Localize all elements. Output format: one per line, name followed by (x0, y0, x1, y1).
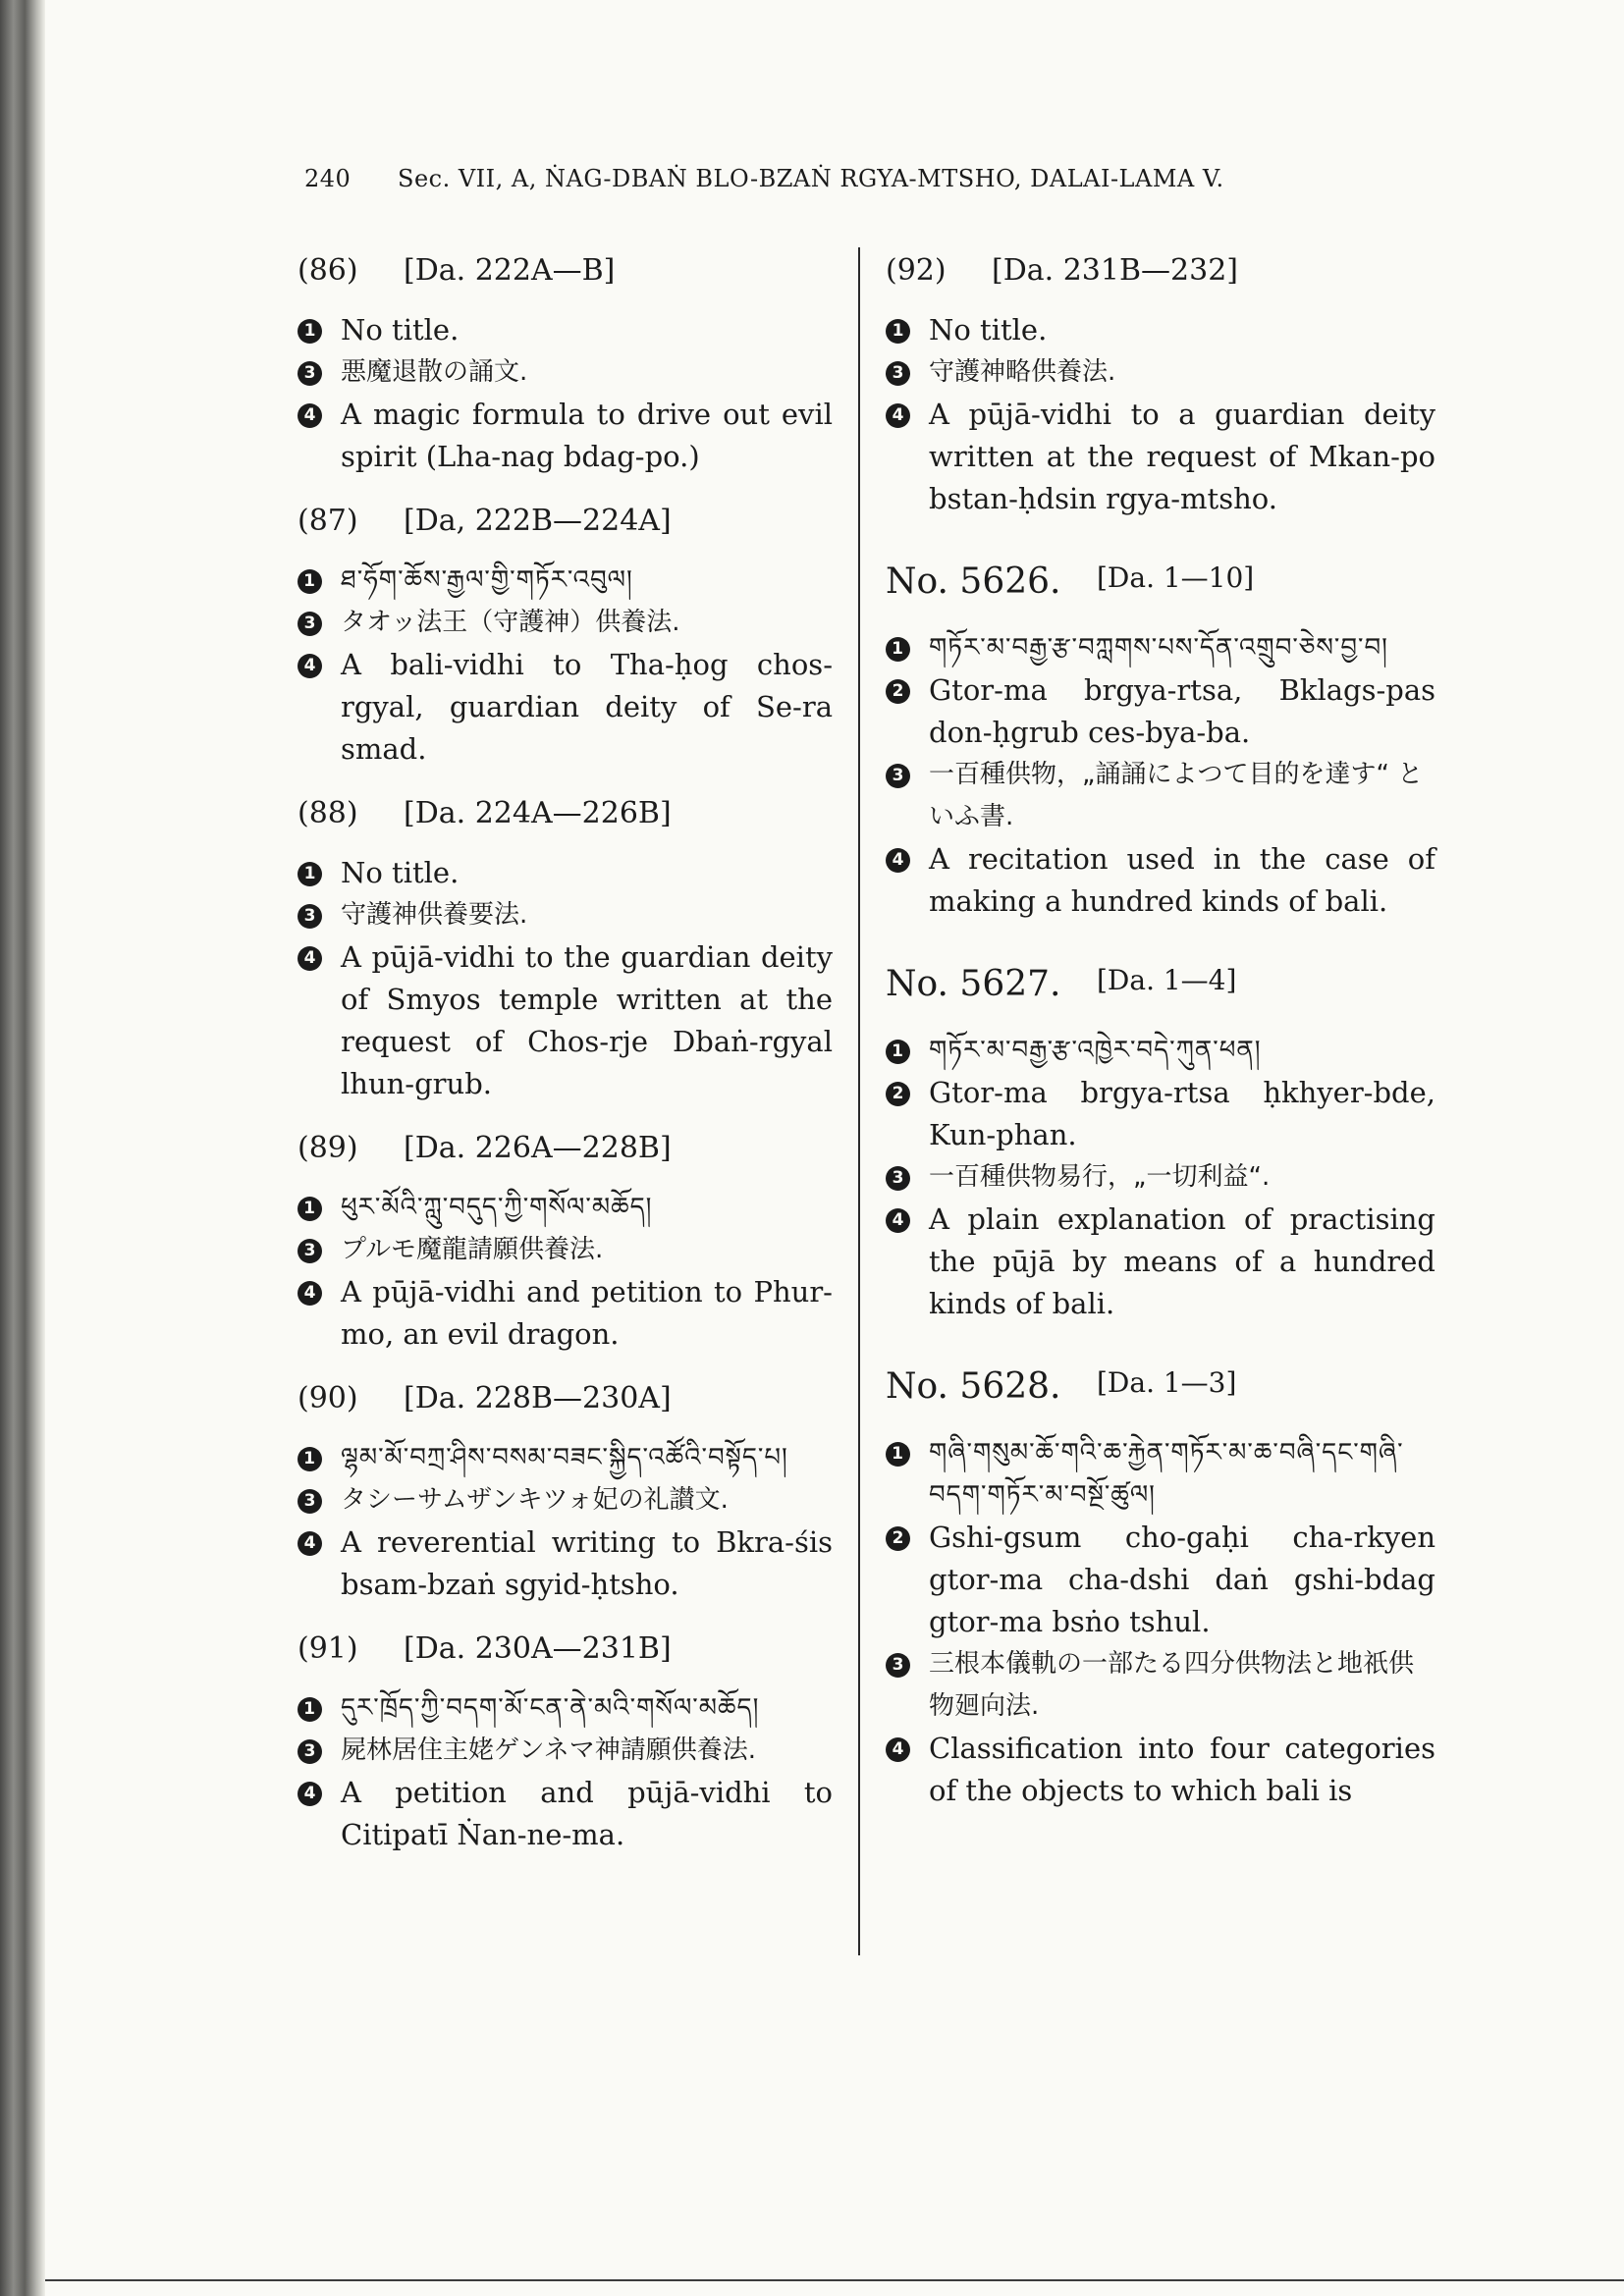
circled-four-icon: 4 (298, 1281, 322, 1306)
tibetan-item (298, 1687, 833, 1730)
english-text: Classification into four categories of the objects to which bali is (929, 1732, 1435, 1807)
entry-5628 (886, 1366, 1435, 1812)
entry-number: (92) (886, 253, 947, 288)
japanese-text: 一百種供物易行，„一切利益“. (929, 1162, 1271, 1192)
catalogue-number-line (886, 561, 1435, 602)
entry-ref-line (298, 253, 833, 288)
english-item (298, 1271, 833, 1356)
entry-ref: [Da. 226A—228B] (404, 1131, 672, 1165)
circled-three-icon: 3 (298, 1239, 322, 1263)
transliteration-text: Gshi-gsum cho-gaḥi cha-rkyen gtor-ma cha-dshi daṅ gshi-bdag gtor-ma bsṅo tshul. (929, 1521, 1435, 1638)
circled-three-icon: 3 (886, 1653, 910, 1678)
japanese-item (298, 1479, 833, 1522)
japanese-text: 守護神供養要法. (341, 900, 528, 930)
tibetan-text: ལྷམ་མོ་བཀྲ་ཤིས་བསམ་བཟང་སྐྱིད་འཚོའི་བསྟོད་པ། (341, 1443, 788, 1472)
japanese-item (298, 1730, 833, 1772)
circled-two-icon: 2 (886, 1082, 910, 1106)
english-item (886, 838, 1435, 923)
title-text: No title. (929, 313, 1048, 347)
page-number: 240 (304, 165, 352, 192)
catalogue-number-line (886, 1366, 1435, 1407)
tibetan-text: གཏོར་མ་བརྒྱ་རྩ་འཁྱེར་བདེ་ཀུན་ཕན། (929, 1036, 1262, 1065)
catalogue-number: No. 5628. (886, 1366, 1061, 1407)
english-item (298, 394, 833, 478)
transliteration-text: Gtor-ma brgya-rtsa, Bklags-pas don-ḥgrub ces-bya-ba. (929, 673, 1435, 749)
entry-ref: [Da. 231B—232] (992, 253, 1238, 288)
english-item (886, 1728, 1435, 1812)
bottom-rule (45, 2279, 1624, 2281)
japanese-text: タシーサムザンキツォ妃の礼讃文. (341, 1485, 729, 1515)
circled-three-icon: 3 (886, 764, 910, 788)
english-item (298, 936, 833, 1105)
circled-four-icon: 4 (298, 946, 322, 971)
circled-one-icon: 1 (298, 1197, 322, 1221)
circled-four-icon: 4 (886, 848, 910, 873)
entry-ref-line (298, 504, 833, 538)
circled-two-icon: 2 (886, 1526, 910, 1551)
entry-5626 (886, 561, 1435, 923)
japanese-item (298, 351, 833, 394)
tibetan-text: གཏོར་མ་བརྒྱ་རྩ་བཀླགས་པས་དོན་འགྲུབ་ཅེས་བྱ་བ། (929, 633, 1388, 663)
circled-one-icon: 1 (298, 1447, 322, 1471)
right-column (886, 253, 1435, 1838)
circled-one-icon: 1 (886, 319, 910, 344)
tibetan-text: ཐ་ཧོག་ཆོས་རྒྱལ་གྱི་གཏོར་འབུལ། (341, 565, 633, 595)
entry-91 (298, 1631, 833, 1856)
entry-90 (298, 1381, 833, 1606)
english-text: A reverential writing to Bkra-śis bsam-bzaṅ sgyid-ḥtsho. (341, 1525, 833, 1601)
circled-four-icon: 4 (298, 403, 322, 428)
entry-ref-line (298, 1131, 833, 1165)
circled-three-icon: 3 (886, 361, 910, 386)
circled-one-icon: 1 (886, 1040, 910, 1064)
english-item (298, 644, 833, 771)
entry-ref-line (298, 1381, 833, 1415)
entry-ref: [Da, 222B—224A] (404, 504, 672, 538)
tibetan-item (886, 627, 1435, 669)
english-text: A pūjā-vidhi to the guardian deity of Smyos temple written at the request of Chos-rje Dbaṅ-rgyal lhun-grub. (341, 940, 833, 1100)
title-item (886, 309, 1435, 351)
circled-four-icon: 4 (886, 1208, 910, 1233)
transliteration-text: Gtor-ma brgya-rtsa ḥkhyer-bde, Kun-phan. (929, 1076, 1435, 1151)
circled-four-icon: 4 (298, 1782, 322, 1806)
entry-ref: [Da. 230A—231B] (404, 1631, 672, 1666)
circled-four-icon: 4 (298, 1531, 322, 1556)
circled-three-icon: 3 (298, 612, 322, 636)
circled-one-icon: 1 (886, 1442, 910, 1467)
catalogue-number-line (886, 964, 1435, 1004)
circled-three-icon: 3 (298, 1739, 322, 1764)
entry-ref: [Da. 1—3] (1097, 1366, 1237, 1399)
column-divider (858, 247, 860, 1955)
english-item (886, 394, 1435, 520)
tibetan-text: དུར་ཁྲོད་ཀྱི་བདག་མོ་ངན་ནེ་མའི་གསོལ་མཆོད། (341, 1693, 760, 1723)
entry-ref: [Da. 228B—230A] (404, 1381, 672, 1415)
english-item (886, 1199, 1435, 1325)
english-item (298, 1522, 833, 1606)
tibetan-item (886, 1030, 1435, 1072)
circled-one-icon: 1 (298, 1697, 322, 1722)
entry-89 (298, 1131, 833, 1356)
entry-ref-line (298, 796, 833, 830)
circled-four-icon: 4 (886, 403, 910, 428)
entry-number: (86) (298, 253, 358, 288)
entry-number: (88) (298, 796, 358, 830)
english-text: A recitation used in the case of making a hundred kinds of bali. (929, 842, 1435, 918)
circled-one-icon: 1 (298, 319, 322, 344)
tibetan-item (298, 1437, 833, 1479)
circled-three-icon: 3 (298, 904, 322, 929)
entry-ref: [Da. 1—10] (1097, 561, 1255, 594)
title-item (298, 852, 833, 894)
catalogue-number: No. 5626. (886, 561, 1061, 602)
japanese-item (298, 602, 833, 644)
japanese-item (886, 351, 1435, 394)
circled-three-icon: 3 (298, 361, 322, 386)
entry-88 (298, 796, 833, 1105)
page-header (304, 165, 1345, 192)
circled-two-icon: 2 (886, 679, 910, 704)
entry-number: (91) (298, 1631, 358, 1666)
english-text: A pūjā-vidhi and petition to Phur-mo, an evil dragon. (341, 1275, 833, 1351)
catalogue-number: No. 5627. (886, 964, 1061, 1004)
japanese-text: 屍林居住主姥ゲンネマ神請願供養法. (341, 1735, 756, 1765)
japanese-item (886, 754, 1435, 838)
running-title: Sec. VII, A, ṄAG-DBAṄ BLO-BZAṄ RGYA-MTSHO, DALAI-LAMA V. (398, 165, 1224, 192)
entry-number: (89) (298, 1131, 358, 1165)
japanese-text: 悪魔退散の誦文. (341, 357, 528, 387)
japanese-text: 守護神略供養法. (929, 357, 1116, 387)
entry-92 (886, 253, 1435, 520)
japanese-text: タオッ法王（守護神）供養法. (341, 608, 680, 637)
japanese-item (886, 1156, 1435, 1199)
entry-ref-line (298, 1631, 833, 1666)
entry-ref: [Da. 1—4] (1097, 964, 1237, 996)
title-text: No title. (341, 856, 460, 889)
circled-one-icon: 1 (298, 862, 322, 886)
tibetan-item (298, 560, 833, 602)
japanese-item (886, 1643, 1435, 1728)
english-text: A pūjā-vidhi to a guardian deity written at the request of Mkan-po bstan-ḥdsin rgya-mtsho. (929, 398, 1435, 515)
english-item (298, 1772, 833, 1856)
book-binding-edge (0, 0, 45, 2296)
english-text: A magic formula to drive out evil spirit (Lha-nag bdag-po.) (341, 398, 833, 473)
circled-four-icon: 4 (298, 654, 322, 678)
entry-number: (87) (298, 504, 358, 538)
tibetan-item (298, 1187, 833, 1229)
circled-three-icon: 3 (298, 1489, 322, 1514)
entry-ref: [Da. 224A—226B] (404, 796, 672, 830)
transliteration-item (886, 669, 1435, 754)
japanese-text: プルモ魔龍請願供養法. (341, 1235, 604, 1264)
left-column (298, 253, 833, 1882)
japanese-text: 一百種供物，„誦誦によつて目的を達す“ といふ書. (929, 760, 1424, 831)
japanese-item (298, 1229, 833, 1271)
title-text: No title. (341, 313, 460, 347)
circled-four-icon: 4 (886, 1737, 910, 1762)
japanese-item (298, 894, 833, 936)
entry-ref-line (886, 253, 1435, 288)
title-item (298, 309, 833, 351)
transliteration-item (886, 1072, 1435, 1156)
entry-5627 (886, 964, 1435, 1325)
english-text: A bali-vidhi to Tha-ḥog chos-rgyal, guardian deity of Se-ra smad. (341, 648, 833, 766)
english-text: A plain explanation of practising the pūjā by means of a hundred kinds of bali. (929, 1202, 1435, 1320)
entry-86 (298, 253, 833, 478)
japanese-text: 三根本儀軌の一部たる四分供物法と地祇供物廻向法. (929, 1649, 1415, 1721)
tibetan-item (886, 1432, 1435, 1517)
entry-ref: [Da. 222A—B] (404, 253, 616, 288)
transliteration-item (886, 1517, 1435, 1643)
circled-one-icon: 1 (886, 637, 910, 662)
tibetan-text: ཕུར་མོའི་ཀླུ་བདུད་ཀྱི་གསོལ་མཆོད། (341, 1193, 653, 1222)
entry-87 (298, 504, 833, 771)
circled-one-icon: 1 (298, 569, 322, 594)
english-text: A petition and pūjā-vidhi to Citipatī Ṅan-ne-ma. (341, 1776, 833, 1851)
tibetan-text: གཞི་གསུམ་ཆོ་གའི་ཆ་རྐྱེན་གཏོར་མ་ཆ་བཞི་དང་གཞི་བདག་གཏོར་མ་བསྔོ་ཚུལ། (929, 1438, 1404, 1510)
entry-number: (90) (298, 1381, 358, 1415)
circled-three-icon: 3 (886, 1166, 910, 1191)
